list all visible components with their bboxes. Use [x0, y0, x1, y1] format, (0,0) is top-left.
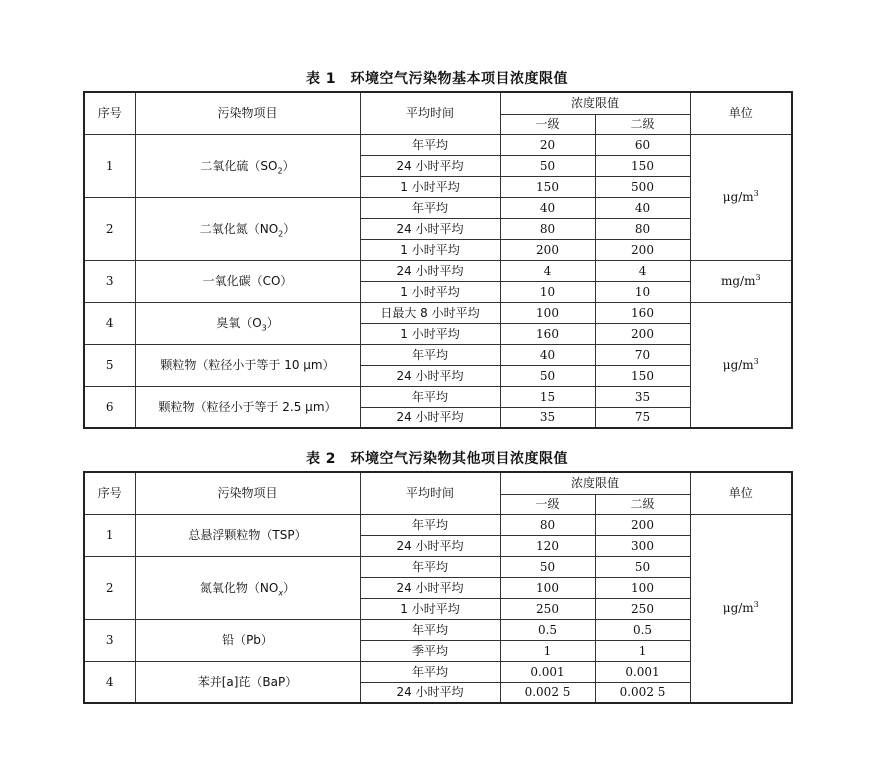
- grade1-cell: 150: [500, 176, 595, 197]
- grade1-cell: 50: [500, 556, 595, 577]
- grade1-cell: 100: [500, 577, 595, 598]
- avg-time-cell: 年平均: [360, 556, 500, 577]
- grade1-cell: 10: [500, 281, 595, 302]
- grade1-cell: 40: [500, 197, 595, 218]
- avg-time-cell: 年平均: [360, 386, 500, 407]
- pollutant-cell: 一氧化碳（CO）: [135, 260, 360, 302]
- seq-cell: 5: [84, 344, 135, 386]
- grade1-cell: 0.5: [500, 619, 595, 640]
- grade1-cell: 50: [500, 155, 595, 176]
- grade1-cell: 0.001: [500, 661, 595, 682]
- grade2-cell: 100: [595, 577, 690, 598]
- grade2-cell: 1: [595, 640, 690, 661]
- grade2-cell: 0.5: [595, 619, 690, 640]
- table1: [83, 91, 793, 429]
- avg-time-cell: 24 小时平均: [360, 682, 500, 703]
- grade2-cell: 80: [595, 218, 690, 239]
- seq-cell: 4: [84, 302, 135, 344]
- seq-cell: 1: [84, 514, 135, 556]
- header-grade1: 一级: [500, 494, 595, 514]
- avg-time-cell: 1 小时平均: [360, 281, 500, 302]
- table-row: [84, 514, 792, 535]
- table-row: [84, 344, 792, 365]
- avg-time-cell: 1 小时平均: [360, 323, 500, 344]
- avg-time-cell: 年平均: [360, 344, 500, 365]
- avg-time-cell: 年平均: [360, 134, 500, 155]
- avg-time-cell: 24 小时平均: [360, 365, 500, 386]
- grade2-cell: 70: [595, 344, 690, 365]
- pollutant-cell: 氮氧化物$(NO_x)$: [135, 556, 360, 619]
- table-row: [84, 661, 792, 682]
- pollutant-cell: 二氧化硫$(SO_2)$: [135, 134, 360, 197]
- header-avg-time: 平均时间: [360, 92, 500, 134]
- grade1-cell: 20: [500, 134, 595, 155]
- grade2-cell: 500: [595, 176, 690, 197]
- avg-time-cell: 季平均: [360, 640, 500, 661]
- grade2-cell: 60: [595, 134, 690, 155]
- unit-cell: $\mu g/m^3$: [690, 134, 792, 260]
- avg-time-cell: 24 小时平均: [360, 218, 500, 239]
- header-grade2: 二级: [595, 494, 690, 514]
- grade1-cell: 80: [500, 218, 595, 239]
- seq-cell: 1: [84, 134, 135, 197]
- grade2-cell: 300: [595, 535, 690, 556]
- seq-cell: 3: [84, 260, 135, 302]
- grade2-cell: 10: [595, 281, 690, 302]
- avg-time-cell: 24 小时平均: [360, 155, 500, 176]
- grade1-cell: 200: [500, 239, 595, 260]
- avg-time-cell: 年平均: [360, 619, 500, 640]
- header-unit: 单位: [690, 92, 792, 134]
- avg-time-cell: 24 小时平均: [360, 535, 500, 556]
- header-grade1: 一级: [500, 114, 595, 134]
- table-row: [84, 619, 792, 640]
- table2-caption: 表 2 环境空气污染物其他项目浓度限值: [305, 451, 569, 467]
- pollutant-cell: 苯并[a]芘（BaP）: [135, 661, 360, 703]
- grade1-cell: 100: [500, 302, 595, 323]
- header-pollutant: 污染物项目: [135, 472, 360, 514]
- table-row: [84, 556, 792, 577]
- grade2-cell: 150: [595, 155, 690, 176]
- seq-cell: 2: [84, 556, 135, 619]
- table-row: [84, 134, 792, 155]
- grade2-cell: 35: [595, 386, 690, 407]
- grade2-cell: 250: [595, 598, 690, 619]
- unit-cell: $mg/m^3$: [690, 260, 792, 302]
- unit-cell: $\mu g/m^3$: [690, 302, 792, 428]
- seq-cell: 4: [84, 661, 135, 703]
- grade1-cell: 1: [500, 640, 595, 661]
- grade2-cell: 40: [595, 197, 690, 218]
- header-grade2: 二级: [595, 114, 690, 134]
- unit-cell: $\mu g/m^3$: [690, 514, 792, 703]
- table2: [83, 471, 793, 704]
- header-pollutant: 污染物项目: [135, 92, 360, 134]
- avg-time-cell: 年平均: [360, 197, 500, 218]
- table-row: [84, 260, 792, 281]
- grade2-cell: 150: [595, 365, 690, 386]
- grade1-cell: 160: [500, 323, 595, 344]
- seq-cell: 2: [84, 197, 135, 260]
- avg-time-cell: 日最大 8 小时平均: [360, 302, 500, 323]
- avg-time-cell: 1 小时平均: [360, 239, 500, 260]
- header-limit: 浓度限值: [500, 92, 690, 114]
- pollutant-cell: 颗粒物（粒径小于等于 10 μm）: [135, 344, 360, 386]
- grade2-cell: 200: [595, 323, 690, 344]
- grade1-cell: 50: [500, 365, 595, 386]
- grade1-cell: 35: [500, 407, 595, 428]
- grade1-cell: 250: [500, 598, 595, 619]
- header-unit: 单位: [690, 472, 792, 514]
- pollutant-cell: 铅（Pb）: [135, 619, 360, 661]
- grade1-cell: 80: [500, 514, 595, 535]
- avg-time-cell: 1 小时平均: [360, 176, 500, 197]
- seq-cell: 6: [84, 386, 135, 428]
- grade1-cell: 0.002 5: [500, 682, 595, 703]
- avg-time-cell: 1 小时平均: [360, 598, 500, 619]
- pollutant-cell: 颗粒物（粒径小于等于 2.5 μm）: [135, 386, 360, 428]
- grade1-cell: 40: [500, 344, 595, 365]
- grade1-cell: 15: [500, 386, 595, 407]
- grade2-cell: 200: [595, 239, 690, 260]
- table-row: [84, 197, 792, 218]
- avg-time-cell: 年平均: [360, 661, 500, 682]
- grade2-cell: 0.002 5: [595, 682, 690, 703]
- grade2-cell: 50: [595, 556, 690, 577]
- grade2-cell: 4: [595, 260, 690, 281]
- table-row: [84, 302, 792, 323]
- header-limit: 浓度限值: [500, 472, 690, 494]
- header-avg-time: 平均时间: [360, 472, 500, 514]
- grade1-cell: 120: [500, 535, 595, 556]
- avg-time-cell: 年平均: [360, 514, 500, 535]
- pollutant-cell: 臭氧$(O_3)$: [135, 302, 360, 344]
- grade2-cell: 160: [595, 302, 690, 323]
- header-seq: 序号: [84, 92, 135, 134]
- seq-cell: 3: [84, 619, 135, 661]
- avg-time-cell: 24 小时平均: [360, 407, 500, 428]
- avg-time-cell: 24 小时平均: [360, 577, 500, 598]
- pollutant-cell: 二氧化氮$(NO_2)$: [135, 197, 360, 260]
- table-row: [84, 386, 792, 407]
- grade2-cell: 0.001: [595, 661, 690, 682]
- grade2-cell: 200: [595, 514, 690, 535]
- grade2-cell: 75: [595, 407, 690, 428]
- avg-time-cell: 24 小时平均: [360, 260, 500, 281]
- header-seq: 序号: [84, 472, 135, 514]
- grade1-cell: 4: [500, 260, 595, 281]
- pollutant-cell: 总悬浮颗粒物（TSP）: [135, 514, 360, 556]
- table1-caption: 表 1 环境空气污染物基本项目浓度限值: [305, 71, 569, 87]
